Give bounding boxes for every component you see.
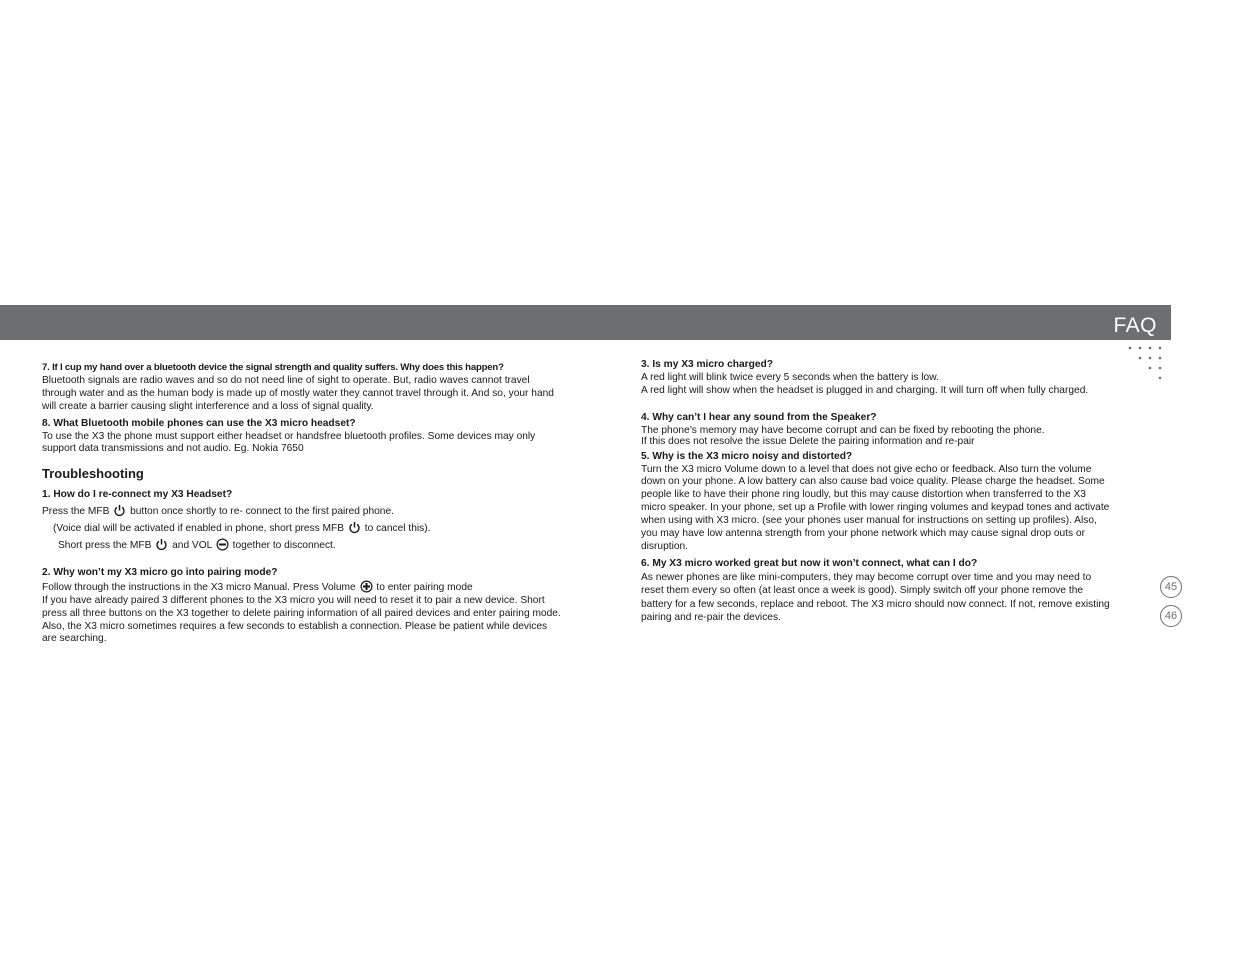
question: 3. Is my X3 micro charged? — [641, 359, 773, 370]
answer: To use the X3 the phone must support either headset or handsfree bluetooth profiles. Some devices may only support data transmissions and not audio. Eg. Nokia 7650 — [42, 430, 536, 455]
question: 5. Why is the X3 micro noisy and distorted? — [641, 450, 853, 462]
text: (Voice dial will be activated if enabled in phone, short press MFB — [53, 523, 345, 535]
answer-line: If you have already paired 3 different phones to the X3 micro you will need to reset it to pair a new device. Short press all three buttons on the X3 together to delete pairing information of all paired devices and enter pairing mode. — [42, 594, 561, 619]
text: Press the MFB — [42, 506, 110, 518]
answer-line: If this does not resolve the issue Delete the pairing information and re-pair — [641, 435, 975, 447]
faq-q3 — [641, 359, 1111, 398]
answer-line: Also, the X3 micro sometimes requires a few seconds to establish a connection. Please be patient while devices are searching. — [42, 620, 548, 645]
header-banner — [0, 305, 1171, 340]
question: 6. My X3 micro worked great but now it won’t connect, what can I do? — [641, 557, 978, 569]
text: and VOL — [172, 539, 212, 551]
dot-grid-icon — [1122, 344, 1170, 388]
text: button once shortly to re- connect to the first paired phone. — [130, 506, 394, 518]
page-number-left: 45 — [1160, 576, 1182, 598]
text: to cancel this). — [364, 523, 431, 535]
troubleshoot-2 — [42, 567, 562, 646]
answer-line: A red light will blink twice every 5 seconds when the battery is low. — [641, 371, 939, 383]
answer-line — [42, 538, 562, 553]
question: 1. How do I re-connect my X3 Headset? — [42, 489, 233, 501]
text: Follow through the instructions in the X3 micro Manual. Press Volume — [42, 581, 356, 593]
power-icon — [113, 504, 126, 517]
left-column — [42, 362, 562, 650]
faq-q7 — [42, 362, 562, 414]
faq-q8 — [42, 418, 562, 457]
question: 4. Why can’t I hear any sound from the Speaker? — [641, 411, 877, 423]
answer-line — [42, 504, 562, 519]
answer: Bluetooth signals are radio waves and so do not need line of sight to operate. But, radio waves cannot travel through water and as the human body is made up of mostly water they cannot travel through it. And so, your hand will create a barrier causing slight interference and a loss of signal quality. — [42, 374, 554, 412]
faq-q6 — [641, 558, 1111, 625]
faq-q5 — [641, 451, 1111, 554]
text: together to disconnect. — [232, 539, 336, 551]
minus-circle-icon — [216, 538, 229, 551]
question: 2. Why won’t my X3 micro go into pairing mode? — [42, 566, 278, 578]
page-title: FAQ — [1113, 314, 1157, 337]
answer-line — [42, 521, 562, 536]
power-icon — [155, 538, 168, 551]
page-number-right: 46 — [1160, 605, 1182, 627]
power-icon — [348, 521, 361, 534]
faq-q4 — [641, 412, 1111, 447]
text: Short press the MFB — [58, 539, 152, 551]
answer-line — [42, 580, 562, 595]
section-heading: Troubleshooting — [42, 466, 144, 482]
troubleshoot-1 — [42, 489, 562, 553]
text: to enter pairing mode — [376, 581, 473, 593]
plus-circle-icon — [360, 580, 373, 593]
question: 8. What Bluetooth mobile phones can use the X3 micro headset? — [42, 417, 356, 429]
right-column — [641, 359, 1111, 628]
question: 7. If I cup my hand over a bluetooth device the signal strength and quality suffers. Why does this happen? — [42, 362, 504, 373]
answer: Turn the X3 micro Volume down to a level that does not give echo or feedback. Also turn the volume down on your phone. A low battery can also cause bad voice quality. Please charge the headset. Some people like to have their phone ring loudly, but this may cause distortion when transferred to the X3 micro speaker. In your phone, set up a Profile with lower ringing volumes and keypad tones and activate when using with X3 micro. (see your phones user manual for instructions on setting up profiles). Also, you may have low antenna strength from your phone network which may cause signal drop outs or disruption. — [641, 463, 1110, 552]
answer: As newer phones are like mini-computers, they may become corrupt over time and you may need to reset them every so often (at least once a week is good). Simply switch off your phone remove the battery for a few seconds, replace and reboot. The X3 micro should now connect. If not, remove existing pairing and re-pair the devices. — [641, 571, 1110, 623]
answer-line: A red light will show when the headset is plugged in and charging. It will turn off when fully charged. — [641, 384, 1089, 396]
answer-line: The phone’s memory may have become corrupt and can be fixed by rebooting the phone. — [641, 424, 1045, 436]
